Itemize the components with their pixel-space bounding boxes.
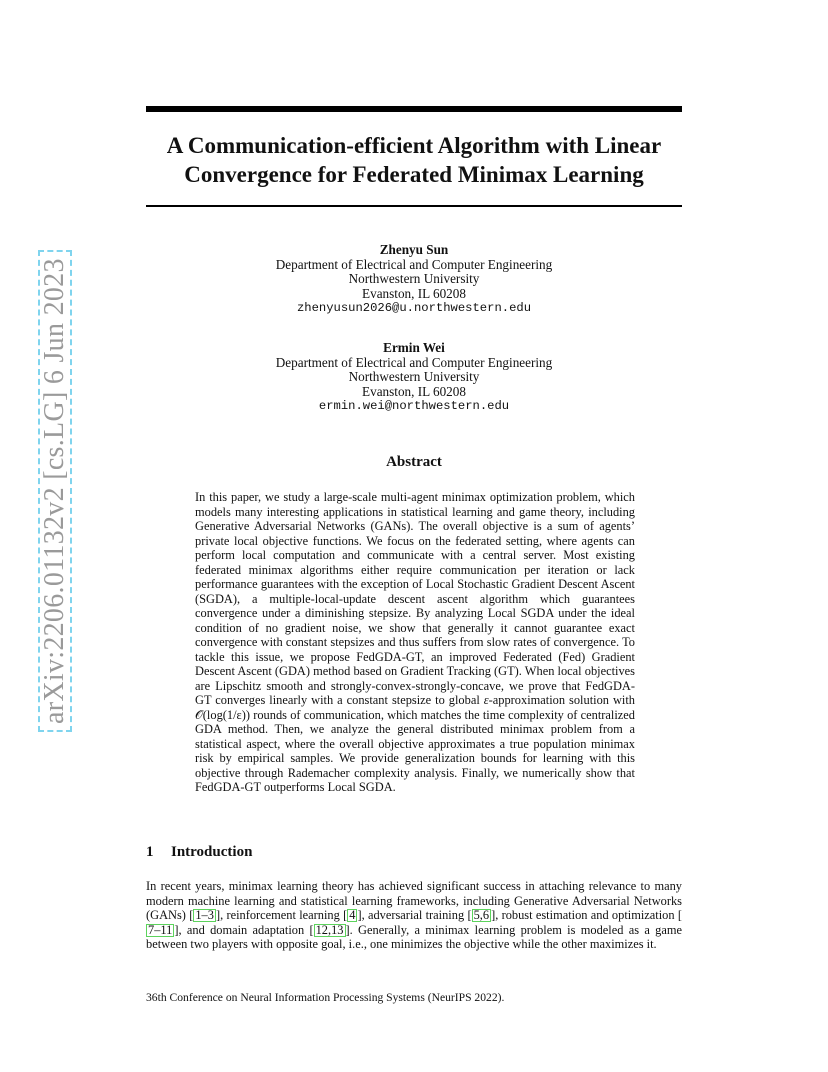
abstract-text-3: rounds of communication, which matches the time complexity of centralized GDA method. Then, we analyze the general distributed minimax problem from a statistical aspect, where the overall objective approximates a true population minimax risk by empirical samples. We provide generalization bounds for learning with this objective through Rademacher complexity analysis. Finally, we numerically show that FedGDA-GT outperforms Local SGDA. [195, 707, 635, 794]
section-heading [146, 844, 252, 861]
abstract-body [195, 490, 635, 795]
abstract-text-2: -approximation solution with [488, 693, 635, 707]
citation-link[interactable]: 5,6 [473, 908, 490, 922]
title-bottom-rule [146, 205, 682, 207]
section-title: Introduction [171, 844, 253, 860]
paper-title [146, 131, 682, 189]
section-number: 1 [146, 844, 154, 860]
intro-text: In recent years, minimax learning theory has achieved significant success in attaching relevance to many modern machine learning and statistical learning frameworks, including Generative Adversarial Networks (GANs) [146, 879, 682, 922]
abstract-heading: Abstract [386, 454, 442, 470]
complexity-expression: 𝒪(log(1/ε)) [195, 707, 250, 722]
title-line-1: A Communication-efficient Algorithm with Linear [166, 133, 662, 158]
citation-link[interactable]: 7–11 [148, 922, 173, 937]
intro-paragraph: In recent years, minimax learning theory has achieved significant success in attaching relevance to many modern machine learning and statistical learning frameworks, including Generative Adversarial Networks (GANs) [ 1–3 ], reinforcement learning [ 4 ], adversarial training [ 5,6 ], robust estimation and optimization [7–11 ], and domain adaptation [ 12,13 ]. Generally, a minimax learning problem is modeled as a game between two players with opposite goal, i.e., one minimizes the objective while the other maximizes it. [146, 879, 682, 951]
citation-link[interactable]: 4 [349, 908, 356, 922]
intro-text: , and domain adaptation [178, 922, 310, 937]
abstract-text-1: In this paper, we study a large-scale multi-agent minimax optimization problem, which models many interesting applications in statistical learning and game theory, including Generative Adversarial Networks (GANs). The overall objective is a sum of agents’ private local objective functions. We focus on the federated setting, where agents can perform local computation and communicate with a central server. Most existing federated minimax algorithms either require communication per iteration or lack performance guarantees with the exception of Local Stochastic Gradient Descent Ascent (SGDA), a multiple-local-update descent ascent algorithm which guarantees convergence under a diminishing stepsize. By analyzing Local SGDA under the ideal condition of no gradient noise, we show that generally it cannot guarantee exact convergence with constant stepsizes and thus suffers from slow rates of convergence. To tackle this issue, we propose FedGDA-GT, an improved Federated (Fed) Gradient Descent Ascent (GDA) method based on Gradient Tracking (GT). When local objectives are Lipschitz smooth and strongly-convex-strongly-concave, we prove that FedGDA-GT converges linearly with a constant stepsize to global [195, 490, 635, 707]
author-name: Zhenyu Sun [379, 242, 449, 257]
author-email[interactable]: zhenyusun2026@u.northwestern.edu [296, 301, 532, 315]
author-city: Evanston, IL 60208 [362, 285, 466, 301]
author-block-1 [146, 243, 682, 316]
author-dept: Department of Electrical and Computer Engineering [275, 354, 553, 370]
author-univ: Northwestern University [348, 271, 480, 286]
intro-text: , reinforcement learning [220, 908, 344, 922]
intro-text: , adversarial training [361, 908, 468, 922]
epsilon-symbol: ε [483, 693, 489, 707]
title-line-2: Convergence for Federated Minimax Learning [184, 162, 644, 187]
author-dept: Department of Electrical and Computer Engineering [275, 256, 553, 272]
conference-footnote: 36th Conference on Neural Information Processing Systems (NeurIPS 2022). [146, 991, 505, 1004]
author-block-2 [146, 341, 682, 414]
intro-text: . Generally, a minimax learning problem is modeled as a game between two players with opposite goal, i.e., one minimizes the objective while the other maximizes it. [146, 922, 682, 951]
arxiv-identifier[interactable]: arXiv:2206.01132v2 [cs.LG] 6 Jun 2023 [38, 250, 72, 732]
citation-link[interactable]: 1–3 [195, 908, 214, 922]
intro-text: , robust estimation and optimization [495, 908, 678, 922]
author-email[interactable]: ermin.wei@northwestern.edu [318, 399, 510, 413]
title-top-rule [146, 106, 682, 112]
author-city: Evanston, IL 60208 [362, 383, 466, 399]
author-univ: Northwestern University [348, 369, 480, 384]
author-name: Ermin Wei [383, 340, 445, 355]
citation-link[interactable]: 12,13 [315, 922, 344, 937]
